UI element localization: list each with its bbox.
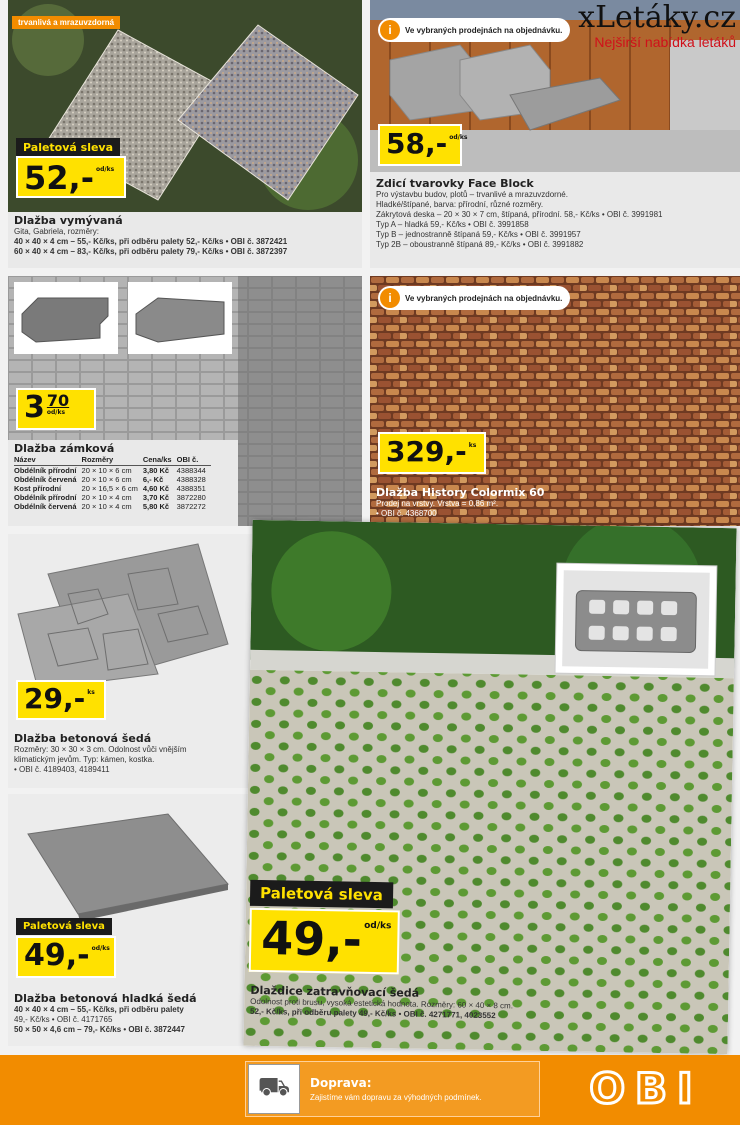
price-tag [16,156,126,198]
product-title: Zdicí tvarovky Face Block [376,177,534,190]
delivery-title: Doprava: [310,1076,372,1090]
table-row [14,466,211,476]
info-box [244,982,545,1024]
table-row [14,484,211,493]
delivery-icon: ⛟ [248,1064,300,1114]
price-tag [16,936,116,978]
product-title: Dlažba History Colormix 60 [376,486,545,499]
product-desc-1: Gita, Gabriela, rozměry: [14,227,99,236]
cell-price: 3,80 Kč [142,466,170,475]
product-desc-1: Pro výstavbu budov, plotů – trvanlivé a mrazuvzdorné. [376,190,568,199]
info-box [8,212,362,268]
cell-price: 3,70 Kč [142,493,170,502]
watermark-brand: xLetáky.cz [578,0,736,35]
product-desc-5: Typ B – jednostranně štípaná 59,- Kč/ks • OBI č. 3991957 [376,230,581,239]
cell-code: 4388328 [176,475,206,484]
product-image-betonova-seda [8,534,254,694]
price-tag [378,124,468,166]
price-decimals [47,393,69,416]
product-image-zatravnovaci [243,520,736,1054]
product-desc-3: • OBI č. 4189403, 4189411 [14,765,110,774]
product-panel-vymyvana [8,0,362,268]
table-row [14,475,211,484]
cell-name: Obdélník červená [14,475,77,484]
price-value: 29,- [24,682,86,715]
product-desc-2: 49,- Kč/ks • OBI č. 4171765 [14,1015,113,1024]
delivery-text [302,1076,482,1102]
cell-price: 6,- Kč [142,475,164,484]
order-badge [378,286,570,310]
price-value: 329,- [386,435,467,468]
price-unit: od/ks [95,166,115,173]
footer-bar [0,1055,740,1125]
price-value: 49,- [260,911,363,967]
product-desc-2: 52,- Kč/ks, při odběru palety 49,- Kč/ks • OBI č. 4271771, 4023552 [249,1006,496,1021]
product-title: Dlažba vymývaná [14,214,123,227]
delivery-box [245,1061,540,1117]
table-row [14,493,211,502]
info-icon: i [380,20,400,40]
product-desc-2: 40 × 40 × 4 cm – 55,- Kč/ks, při odběru palety 52,- Kč/ks • OBI č. 3872421 [14,237,288,246]
price-unit: od/ks [46,409,66,416]
cell-name: Kost přírodní [14,484,62,493]
product-title: Dlaždice zatravňovací šedá [250,983,420,1000]
info-icon: i [380,288,400,308]
obi-logo-text: OBI [589,1064,703,1113]
price-tag [16,680,106,720]
price-unit: ks [468,442,477,449]
product-desc-4: Typ A – hladká 59,- Kč/ks • OBI č. 3991858 [376,220,529,229]
product-desc-3: 60 × 40 × 4 cm – 83,- Kč/ks, při odběru palety 79,- Kč/ks • OBI č. 3872397 [14,247,288,256]
price-unit: od/ks [449,134,468,141]
cell-code: 3872272 [176,502,206,511]
product-desc-1: 40 × 40 × 4 cm – 55,- Kč/ks, při odběru palety [14,1005,184,1014]
product-image-betonova-hladka [8,794,254,924]
column-header: Rozměry [82,455,143,466]
product-desc-3: 50 × 50 × 4,6 cm – 79,- Kč/ks • OBI č. 3872447 [14,1025,185,1034]
price-tag [249,908,400,975]
sleva-label: Paletová sleva [16,918,112,935]
product-desc-2: • OBI č. 4368700 [376,509,437,518]
order-badge-text: Ve vybraných prodejnách na objednávku. [405,25,563,35]
watermark-tagline: Nejširší nabídka letáků [594,34,736,50]
info-box [8,990,254,1037]
cell-size: 20 × 10 × 4 cm [81,493,132,502]
price-unit: od/ks [91,945,110,952]
column-header: Cena/ks [143,455,177,466]
product-desc-1: Odolnost proti brusu, vysoká estetická hodnota. Rozměry: 60 × 40 × 8 cm. [250,996,514,1011]
price-unit: od/ks [364,920,392,932]
product-panel-zatravnovaci [243,520,736,1054]
price-value: 58,- [386,127,448,160]
product-title: Dlažba betonová hladká šedá [14,992,197,1005]
delivery-desc: Zajistíme vám dopravu za výhodných podmínek. [310,1093,482,1102]
product-panel-zamkova [8,276,362,526]
cell-name: Obdélník červená [14,502,77,511]
product-desc-1: Rozměry: 30 × 30 × 3 cm. Odolnost vůči vnějším [14,745,187,754]
price-table [14,455,211,511]
product-desc-1: Prodej na vrstvy. Vrstva = 0,86 m². [376,499,499,508]
price-value-main: 3 [24,390,45,425]
cell-name: Obdélník přírodní [14,466,77,475]
price-tag [378,432,486,474]
cell-code: 3872280 [176,493,206,502]
table-row [14,502,211,511]
sleva-label: Paletová sleva [250,880,393,908]
info-box [370,484,740,521]
order-badge-text: Ve vybraných prodejnách na objednávku. [405,293,563,303]
price-unit: ks [87,689,95,696]
product-desc-6: Typ 2B – oboustranně štípaná 89,- Kč/ks • OBI č. 3991882 [376,240,584,249]
cell-code: 4388351 [176,484,206,493]
cell-price: 5,80 Kč [142,502,170,511]
info-box [8,440,238,526]
table-header [14,455,211,466]
cell-code: 4388344 [176,466,206,475]
cell-size: 20 × 10 × 6 cm [81,475,132,484]
product-desc-2: Hladké/štípané, barva: přírodní, různé rozměry. [376,200,544,209]
column-header: Název [14,455,82,466]
product-desc-3: Zákrytová deska – 20 × 30 × 7 cm, štípaná, přírodní. 58,- Kč/ks • OBI č. 3991981 [376,210,663,219]
product-panel-history-colormix [370,276,740,526]
product-desc-2: klimatickým jevům. Typ: kámen, kostka. [14,755,155,764]
tag-label: trvanlivá a mrazuvzdorná [12,16,120,29]
cell-price: 4,60 Kč [142,484,170,493]
price-value-dec: 70 [46,391,70,410]
column-header: OBI č. [177,455,211,466]
price-value: 49,- [24,938,90,973]
product-title: Dlažba betonová šedá [14,732,152,745]
info-box [370,175,740,252]
product-panel-betonova-hladka [8,794,254,1046]
watermark [508,2,736,50]
cell-size: 20 × 10 × 6 cm [81,466,132,475]
product-title: Dlažba zámková [14,442,115,455]
price-tag [16,388,96,430]
cell-size: 20 × 10 × 4 cm [81,502,132,511]
info-box [8,730,254,777]
cell-size: 20 × 16,5 × 6 cm [81,484,138,493]
sleva-label: Paletová sleva [16,138,120,157]
price-value: 52,- [24,159,94,197]
cell-name: Obdélník přírodní [14,493,77,502]
product-panel-betonova-seda [8,534,254,788]
obi-logo [566,1064,726,1113]
